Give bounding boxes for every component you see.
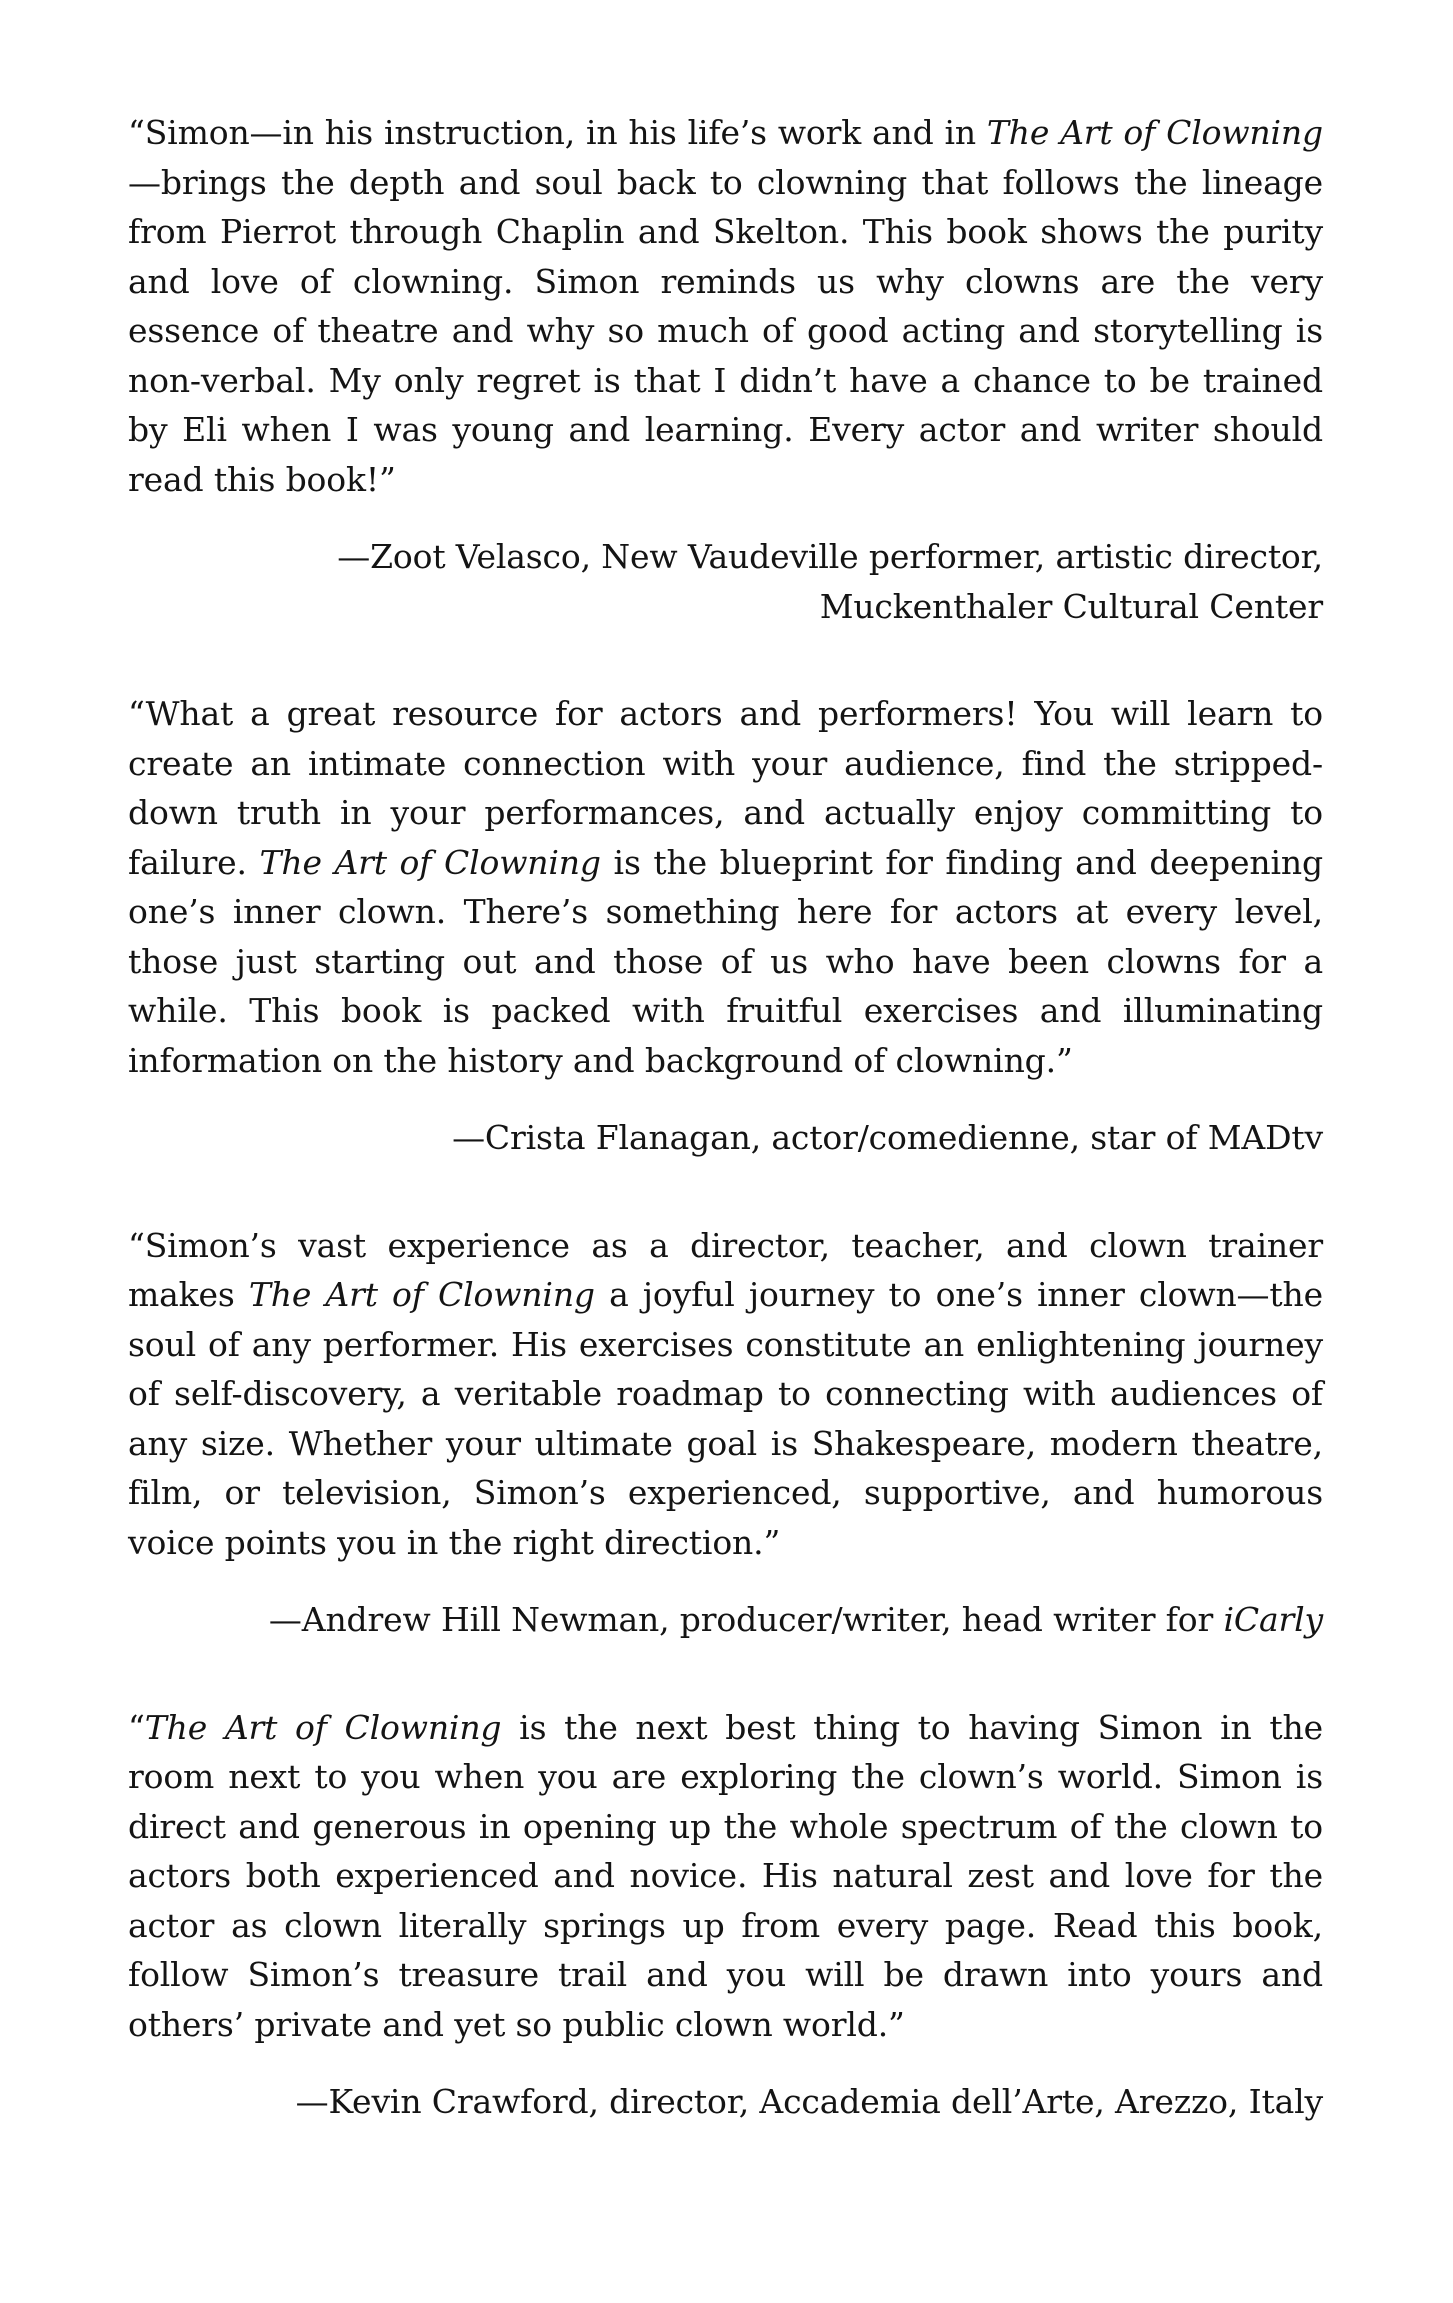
endorsement-attribution xyxy=(128,1113,1323,1163)
endorsement-attribution xyxy=(128,1595,1323,1645)
quote-text: a joyful journey to one’s inner clown—the soul of any performer. His exercises constitute an enlightening journey of self-discovery, a veritable roadmap to connecting with audiences of any size. Whether your ultimate goal is Shakespeare, modern theatre, film, or television, Simon’s experienced, supportive, and humorous voice points you in the right direction.” xyxy=(128,1275,1323,1562)
endorsements-page xyxy=(128,108,1323,2127)
endorsement-quote xyxy=(128,108,1323,504)
quote-text: “What a great resource for actors and performers! You will learn to create an intimate connection with your audience, find the stripped-down truth in your performances, and actually enjoy committing to failure. xyxy=(128,694,1323,882)
show-title: iCarly xyxy=(1223,1600,1323,1639)
attribution-line: —Crista Flanagan, actor/comedienne, star of MADtv xyxy=(452,1118,1323,1157)
quote-text: is the next best thing to having Simon in the room next to you when you are exploring the clown’s world. Simon is direct and generous in opening up the whole spectrum of the clown to actors both experienced and novice. His natural zest and love for the actor as clown literally springs up from every page. Read this book, follow Simon’s treasure trail and you will be drawn into yours and others’ private and yet so public clown world.” xyxy=(128,1707,1324,2044)
attribution-line: Muckenthaler Cultural Center xyxy=(819,586,1323,626)
book-title: The Art of Clowning xyxy=(144,1707,502,1747)
book-title: The Art of Clowning xyxy=(248,1275,595,1314)
attribution-line: —Zoot Velasco, New Vaudeville performer, artistic director, xyxy=(337,537,1323,576)
endorsement-quote xyxy=(128,689,1323,1085)
book-title: The Art of Clowning xyxy=(986,113,1323,152)
quote-text: —brings the depth and soul back to clowning that follows the lineage from Pierrot through Chaplin and Skelton. This book shows the purity and love of clowning. Simon reminds us why clowns are the very essence of theatre and why so much of good acting and storytelling is non-verbal. My only regret is that I didn’t have a chance to be trained by Eli when I was young and learning. Every actor and writer should read this book!” xyxy=(128,162,1323,499)
quote-text: “ xyxy=(128,1707,145,1747)
endorsement-attribution xyxy=(128,2077,1323,2127)
attribution-line: —Kevin Crawford, director, Accademia dell’Arte, Arezzo, Italy xyxy=(295,2082,1323,2121)
quote-text: “Simon—in his instruction, in his life’s work and in xyxy=(128,113,987,152)
endorsement-zoot-velasco xyxy=(128,108,1323,631)
endorsement-kevin-crawford xyxy=(128,1703,1323,2127)
book-title: The Art of Clowning xyxy=(259,842,601,882)
quote-text: is the blueprint for finding and deepening one’s inner clown. There’s something here for actors at every level, those just starting out and those of us who have been clowns for a while. This book is packed with fruitful exercises and illuminating information on the history and background of clowning.” xyxy=(128,842,1323,1080)
endorsement-attribution xyxy=(128,532,1323,631)
endorsement-quote xyxy=(128,1221,1323,1568)
attribution-line: —Andrew Hill Newman, producer/writer, head writer for xyxy=(268,1600,1224,1639)
endorsement-quote xyxy=(128,1703,1323,2050)
endorsement-crista-flanagan xyxy=(128,689,1323,1163)
endorsement-andrew-hill-newman xyxy=(128,1221,1323,1645)
quote-text: “Simon’s vast experience as a director, teacher, and clown trainer makes xyxy=(128,1225,1323,1314)
